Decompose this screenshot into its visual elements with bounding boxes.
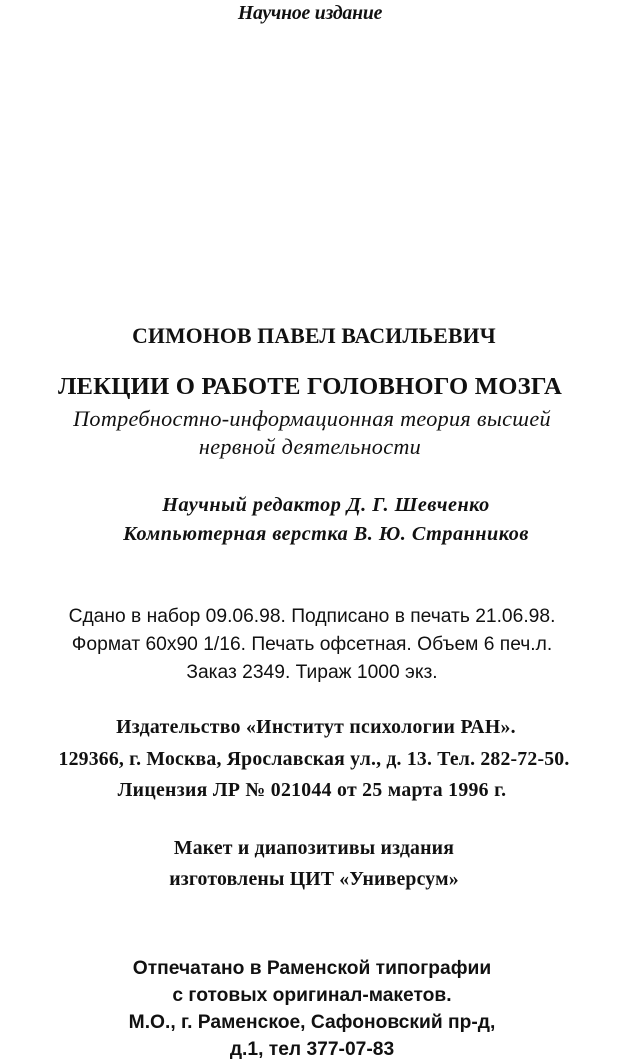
subtitle-line: Потребностно-информационная теория высшей xyxy=(73,406,551,431)
printer-info-line: Отпечатано в Раменской типографии xyxy=(132,958,492,979)
printer-info-line: с готовых оригинал-макетов. xyxy=(172,985,452,1006)
subtitle-line: нервной деятельности xyxy=(198,434,422,459)
layout-info-line: Макет и диапозитивы издания xyxy=(173,837,455,859)
publisher-license-line: Лицензия ЛР № 021044 от 25 марта 1996 г. xyxy=(117,779,507,801)
publisher-address-line: 129366, г. Москва, Ярославская ул., д. 13. Тел. 282-72-50. xyxy=(58,748,570,770)
publisher-line: Издательство «Институт психологии РАН». xyxy=(116,716,516,738)
technical-info-line: Заказ 2349. Тираж 1000 экз. xyxy=(186,662,438,683)
technical-info-line: Сдано в набор 09.06.98. Подписано в печать 21.06.98. xyxy=(68,606,556,627)
edition-type-label: Научное издание xyxy=(237,2,383,24)
book-title: ЛЕКЦИИ О РАБОТЕ ГОЛОВНОГО МОЗГА xyxy=(57,373,563,400)
technical-info-line: Формат 60x90 1/16. Печать офсетная. Объем 6 печ.л. xyxy=(71,634,553,655)
layout-info-line: изготовлены ЦИТ «Универсум» xyxy=(169,868,459,890)
scientific-editor-credit: Научный редактор Д. Г. Шевченко xyxy=(162,494,490,516)
author-name: СИМОНОВ ПАВЕЛ ВАСИЛЬЕВИЧ xyxy=(132,324,496,348)
layout-credit: Компьютерная верстка В. Ю. Странников xyxy=(123,523,529,545)
printer-info-line: д.1, тел 377-07-83 xyxy=(229,1039,395,1060)
printer-info-line: М.О., г. Раменское, Сафоновский пр-д, xyxy=(128,1012,496,1033)
